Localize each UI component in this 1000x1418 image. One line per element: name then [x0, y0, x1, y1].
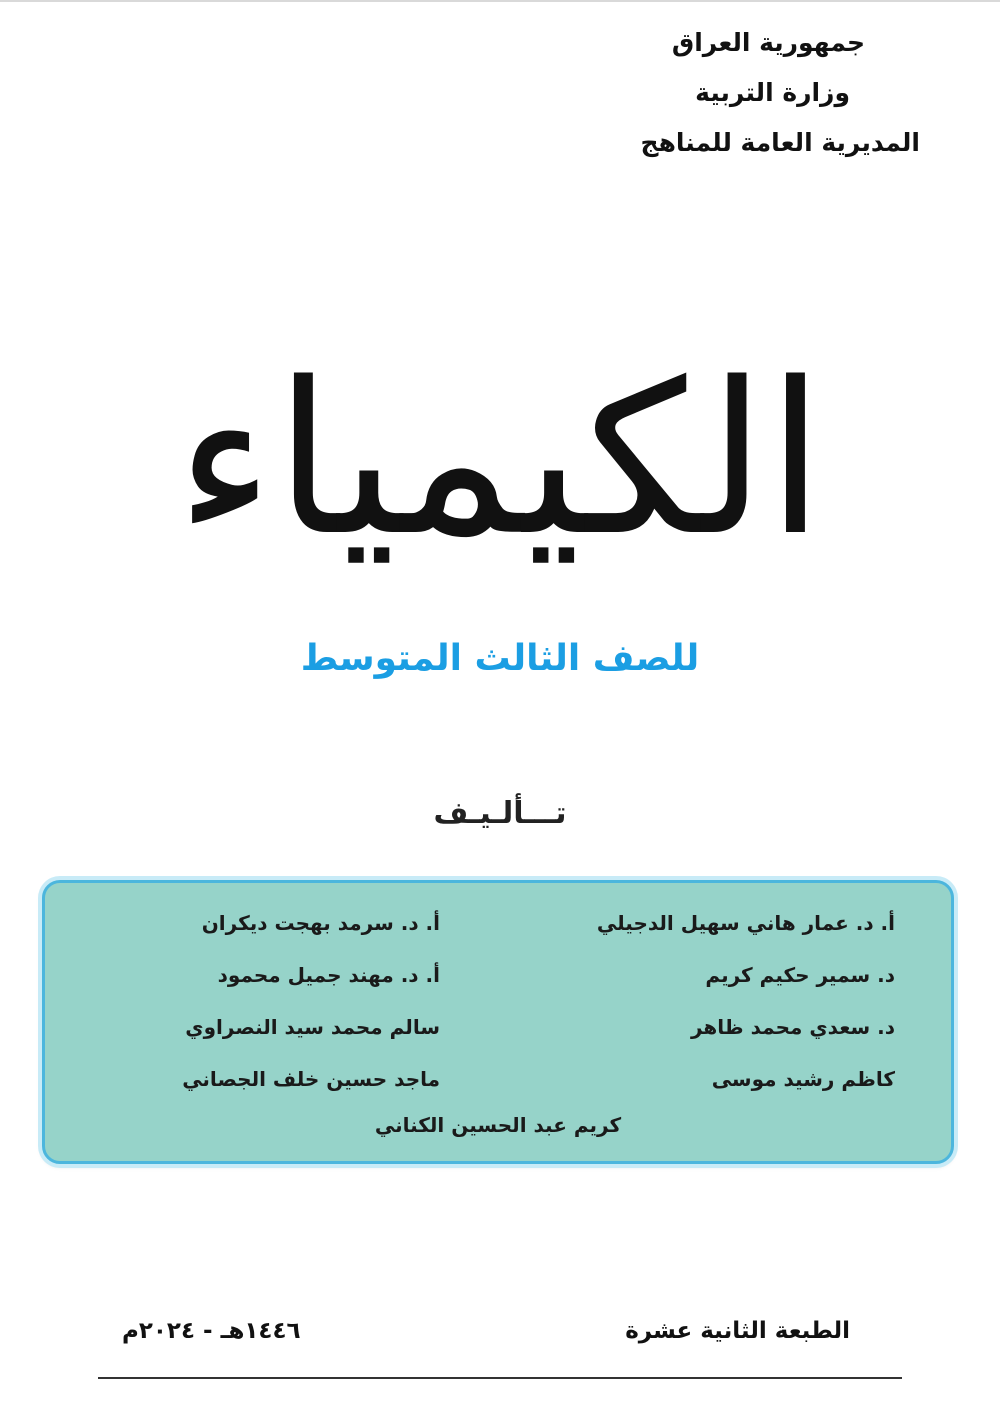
bottom-rule: [98, 1377, 902, 1379]
author-name: أ. د. عمار هاني سهيل الدجيلي: [596, 911, 895, 935]
ministry-name: وزارة التربية: [695, 78, 850, 107]
author-name: ماجد حسين خلف الجصاني: [182, 1067, 440, 1091]
author-name: د. سعدي محمد ظاهر: [690, 1015, 895, 1039]
authors-heading: تـــألـيـف: [433, 796, 567, 831]
republic-name: جمهورية العراق: [671, 28, 865, 57]
author-name: أ. د. مهند جميل محمود: [217, 963, 440, 987]
issuer-header: [500, 18, 920, 168]
directorate-name: المديرية العامة للمناهج: [640, 128, 920, 157]
book-subtitle: للصف الثالث المتوسط: [300, 638, 700, 679]
author-name: كاظم رشيد موسى: [711, 1067, 895, 1091]
authors-box: [42, 880, 954, 1164]
author-name-last: كريم عبد الحسين الكناني: [374, 1113, 622, 1137]
author-name: أ. د. سرمد بهجت ديكران: [201, 911, 440, 935]
author-name: د. سمير حكيم كريم: [705, 963, 895, 987]
top-rule: [0, 0, 1000, 2]
author-name: سالم محمد سيد النصراوي: [185, 1015, 440, 1039]
book-title: الكيمياء: [175, 337, 825, 582]
publication-date: ١٤٤٦هـ - ٢٠٢٤م: [122, 1318, 301, 1344]
edition-label: الطبعة الثانية عشرة: [625, 1318, 850, 1344]
authors-grid: [105, 897, 895, 1105]
